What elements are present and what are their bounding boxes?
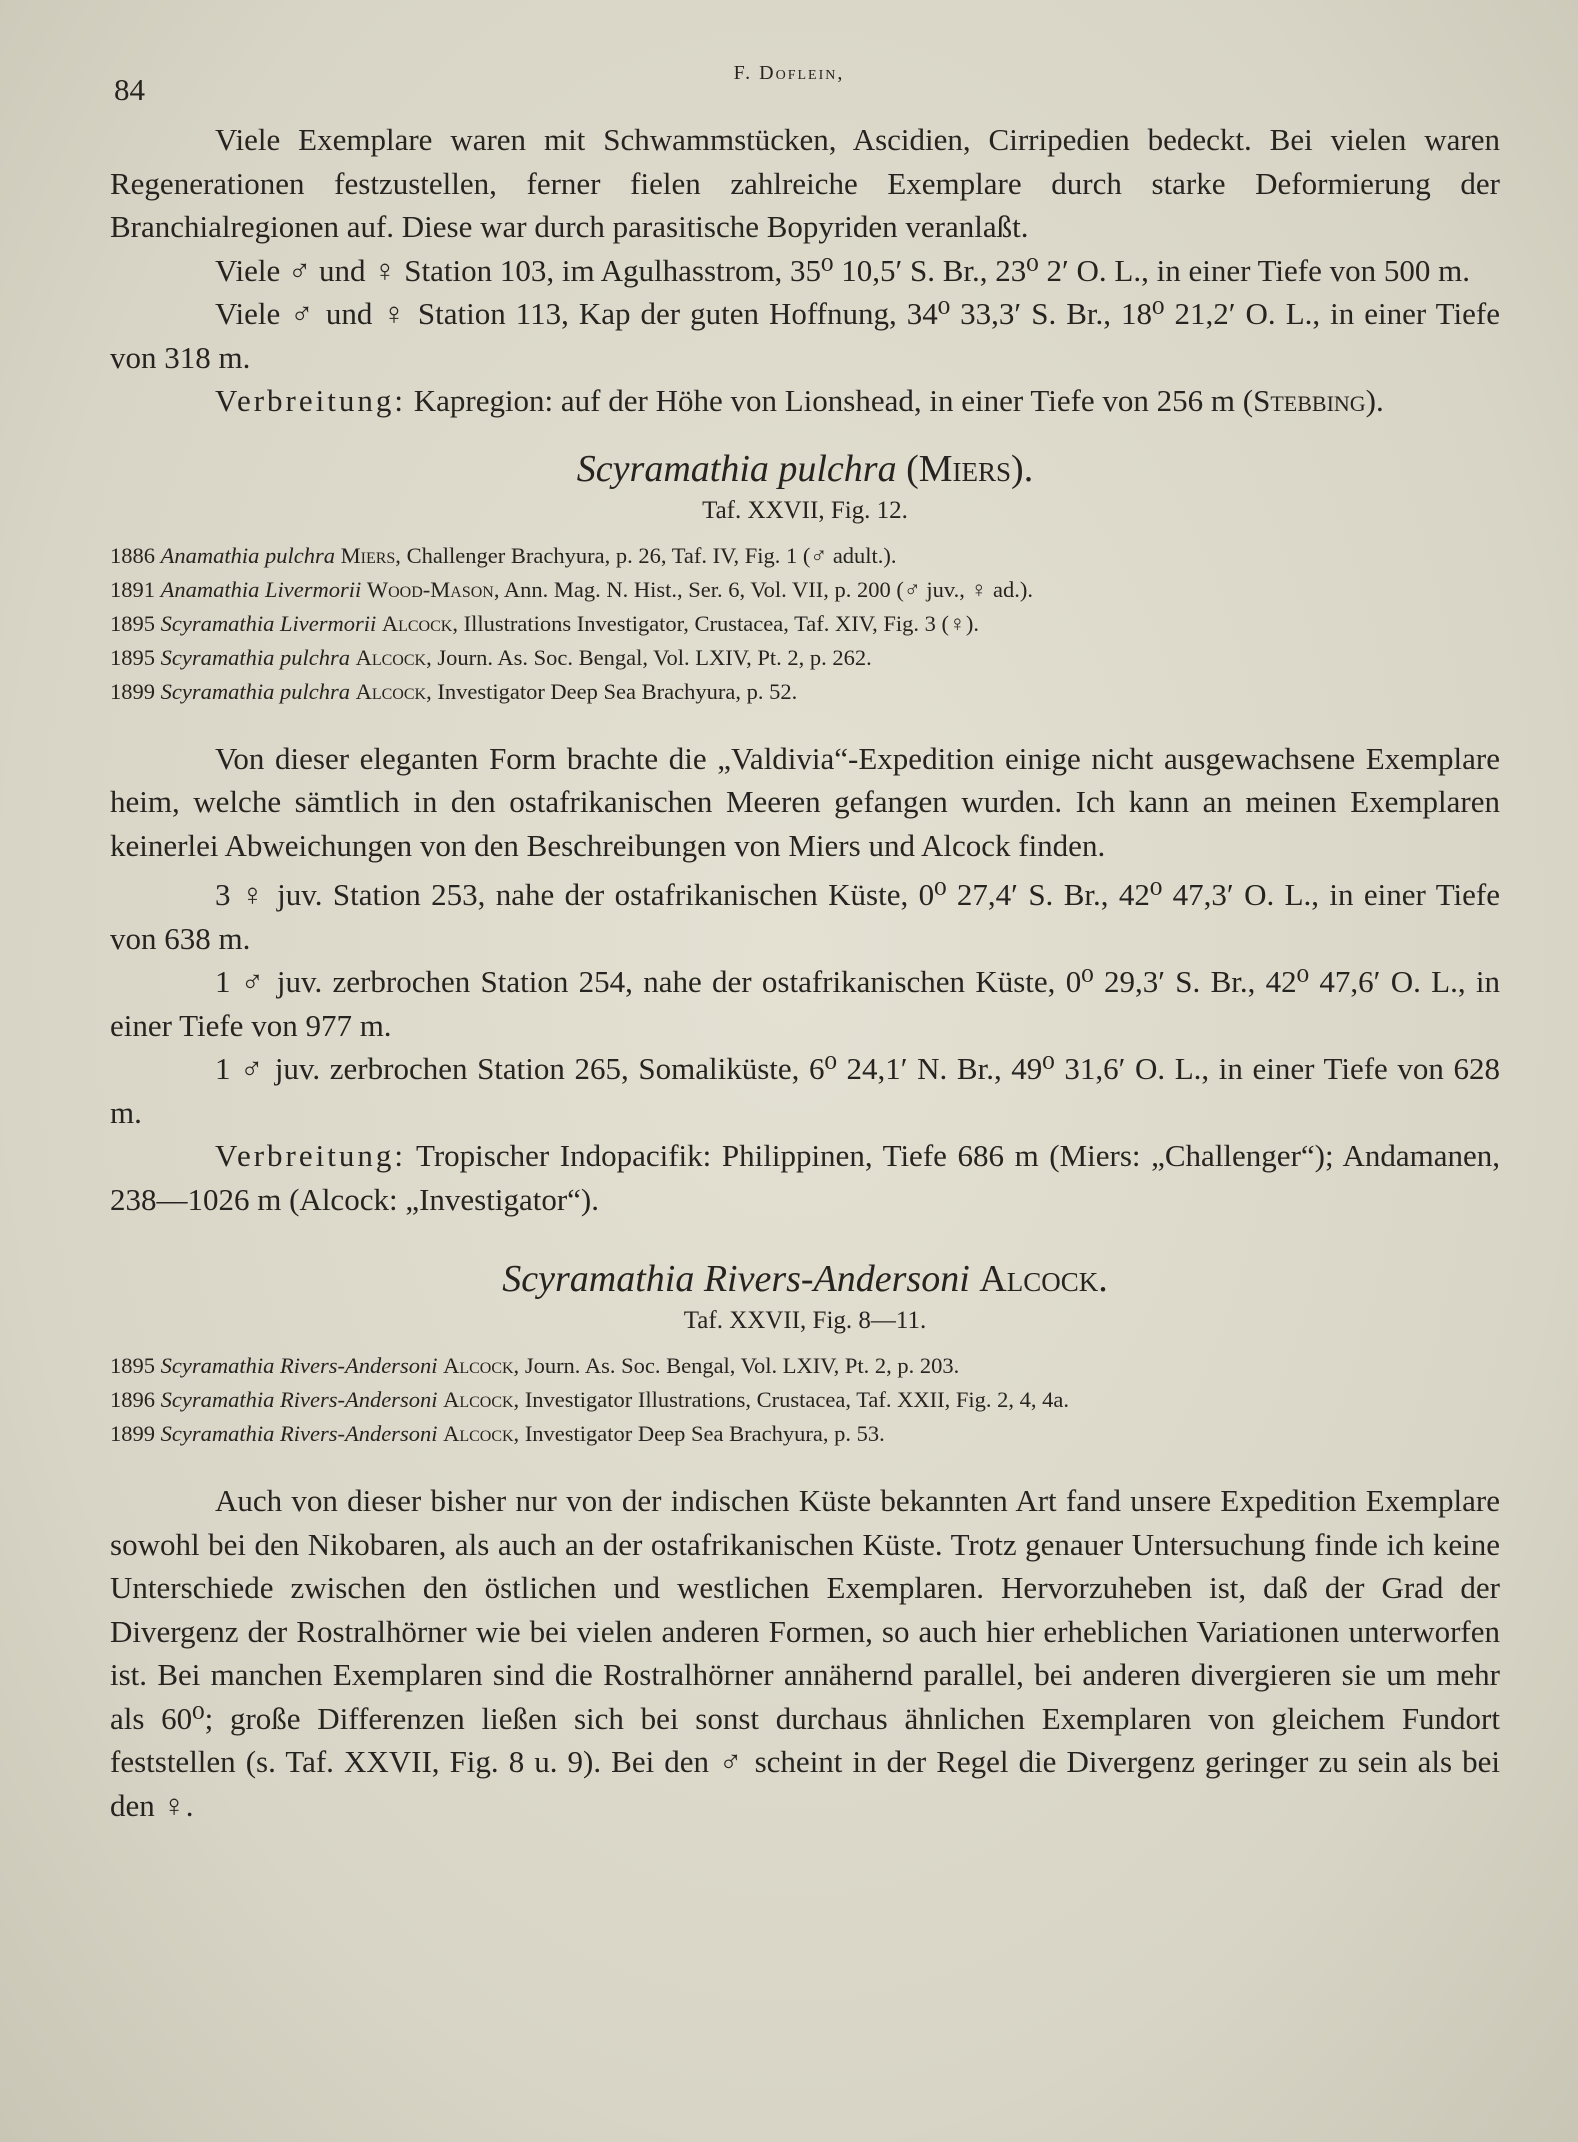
page-header bbox=[108, 62, 1470, 107]
species-description: Auch von dieser bisher nur von der indischen Küste bekannten Art fand unsere Expedition Exemplare sowohl bei den Nikobaren, als auch an der ostafrikanischen Küste. Trotz genauer Untersuchung finde ich keine Unterschiede zwischen den östlichen und westlichen Exemplaren. Hervorzuheben ist, daß der Grad der Divergenz der Rostralhörner wie bei vielen anderen Formen, so auch hier erheblichen Variationen unterworfen ist. Bei manchen Exemplaren sind die Rostralhörner annähernd parallel, bei anderen divergieren sie um mehr als 60⁰; große Differenzen ließen sich bei sonst durchaus ähnlichen Exemplaren von gleichem Fundort feststellen (s. Taf. XXVII, Fig. 8 u. 9). Bei den ♂ scheint in der Regel die Divergenz geringer zu sein als bei den ♀. bbox=[110, 1483, 1500, 1823]
distribution-label: Verbreitung: bbox=[215, 1138, 406, 1173]
distribution-text: Kapregion: auf der Höhe von Lionshead, in einer Tiefe von 256 m bbox=[413, 383, 1236, 418]
species-description: Von dieser eleganten Form brachte die „Valdivia“-Expedition einige nicht ausgewachsene Exemplare heim, welche sämtlich in den ostafrikanischen Meeren gefangen wurden. Ich kann an meinen Exemplaren keinerlei Abweichungen von den Beschreibungen von Miers und Alcock finden. bbox=[110, 740, 1500, 863]
paragraph-intro: Viele Exemplare waren mit Schwammstücken, Ascidien, Cirripedien bedeckt. Bei vielen waren Regenerationen festzustellen, ferner fielen zahlreiche Exemplare durch starke Deformierung der Branchialregionen auf. Diese war durch parasitische Bopyriden veranlaßt. bbox=[110, 122, 1500, 244]
synonymy-entry: 1886 Anamathia pulchra Miers, Challenger Brachyura, p. 26, Taf. IV, Fig. 1 (♂ adult.). bbox=[110, 542, 897, 568]
synonymy-entry: 1891 Anamathia Livermorii Wood-Mason, Ann. Mag. N. Hist., Ser. 6, Vol. VII, p. 200 (♂ juv., ♀ ad.). bbox=[110, 576, 1034, 602]
plate-reference: Taf. XXVII, Fig. 12. bbox=[702, 496, 908, 524]
distribution-label: Verbreitung: bbox=[215, 383, 406, 418]
species-name: Scyramathia Rivers-Andersoni bbox=[502, 1258, 970, 1300]
synonymy-entry: 1899 Scyramathia pulchra Alcock, Investigator Deep Sea Brachyura, p. 52. bbox=[110, 678, 798, 704]
plate-reference: Taf. XXVII, Fig. 8—11. bbox=[683, 1307, 927, 1334]
distribution-paragraph bbox=[110, 379, 1500, 423]
synonymy-list bbox=[110, 1349, 1500, 1451]
station-entry: Viele ♂ und ♀ Station 113, Kap der guten Hoffnung, 34⁰ 33,3′ S. Br., 18⁰ 21,2′ O. L., in einer Tiefe von 318 m. bbox=[110, 296, 1500, 375]
running-head: F. Doflein, bbox=[733, 62, 845, 84]
station-entry: Viele ♂ und ♀ Station 103, im Agulhasstrom, 35⁰ 10,5′ S. Br., 23⁰ 2′ O. L., in einer Tiefe von 500 m. bbox=[215, 252, 1471, 288]
station-entry: 1 ♂ juv. zerbrochen Station 254, nahe der ostafrikanischen Küste, 0⁰ 29,3′ S. Br., 42⁰ 47,6′ O. L., in einer Tiefe von 977 m. bbox=[110, 964, 1500, 1043]
synonymy-entry: 1895 Scyramathia pulchra Alcock, Journ. As. Soc. Bengal, Vol. LXIV, Pt. 2, p. 262. bbox=[110, 644, 872, 670]
species-author: Alcock. bbox=[979, 1258, 1108, 1300]
page-number: 84 bbox=[114, 72, 145, 107]
synonymy-entry: 1895 Scyramathia Rivers-Andersoni Alcock, Journ. As. Soc. Bengal, Vol. LXIV, Pt. 2, p. 203. bbox=[110, 1353, 960, 1378]
species-heading bbox=[110, 1255, 1500, 1303]
distribution-author: (Stebbing). bbox=[1242, 383, 1384, 418]
distribution-text: Tropischer Indopacifik: Philippinen, Tiefe 686 m (Miers: „Challenger“); Andamanen, 238—1026 m (Alcock: „Investigator“). bbox=[110, 1138, 1500, 1217]
species-author: (Miers). bbox=[906, 447, 1034, 490]
synonymy-list bbox=[110, 539, 1500, 709]
species-name: Scyramathia pulchra bbox=[576, 447, 897, 490]
synonymy-entry: 1895 Scyramathia Livermorii Alcock, Illustrations Investigator, Crustacea, Taf. XIV, Fig. 3 (♀). bbox=[110, 610, 979, 636]
synonymy-entry: 1896 Scyramathia Rivers-Andersoni Alcock, Investigator Illustrations, Crustacea, Taf. XXII, Fig. 2, 4, 4a. bbox=[110, 1387, 1069, 1412]
distribution-paragraph bbox=[110, 1134, 1500, 1221]
species-heading bbox=[110, 445, 1500, 493]
page-content bbox=[110, 118, 1500, 1827]
synonymy-entry: 1899 Scyramathia Rivers-Andersoni Alcock, Investigator Deep Sea Brachyura, p. 53. bbox=[110, 1421, 885, 1446]
station-entry: 3 ♀ juv. Station 253, nahe der ostafrikanischen Küste, 0⁰ 27,4′ S. Br., 42⁰ 47,3′ O. L., in einer Tiefe von 638 m. bbox=[110, 877, 1500, 956]
station-entry: 1 ♂ juv. zerbrochen Station 265, Somaliküste, 6⁰ 24,1′ N. Br., 49⁰ 31,6′ O. L., in einer Tiefe von 628 m. bbox=[110, 1051, 1500, 1130]
